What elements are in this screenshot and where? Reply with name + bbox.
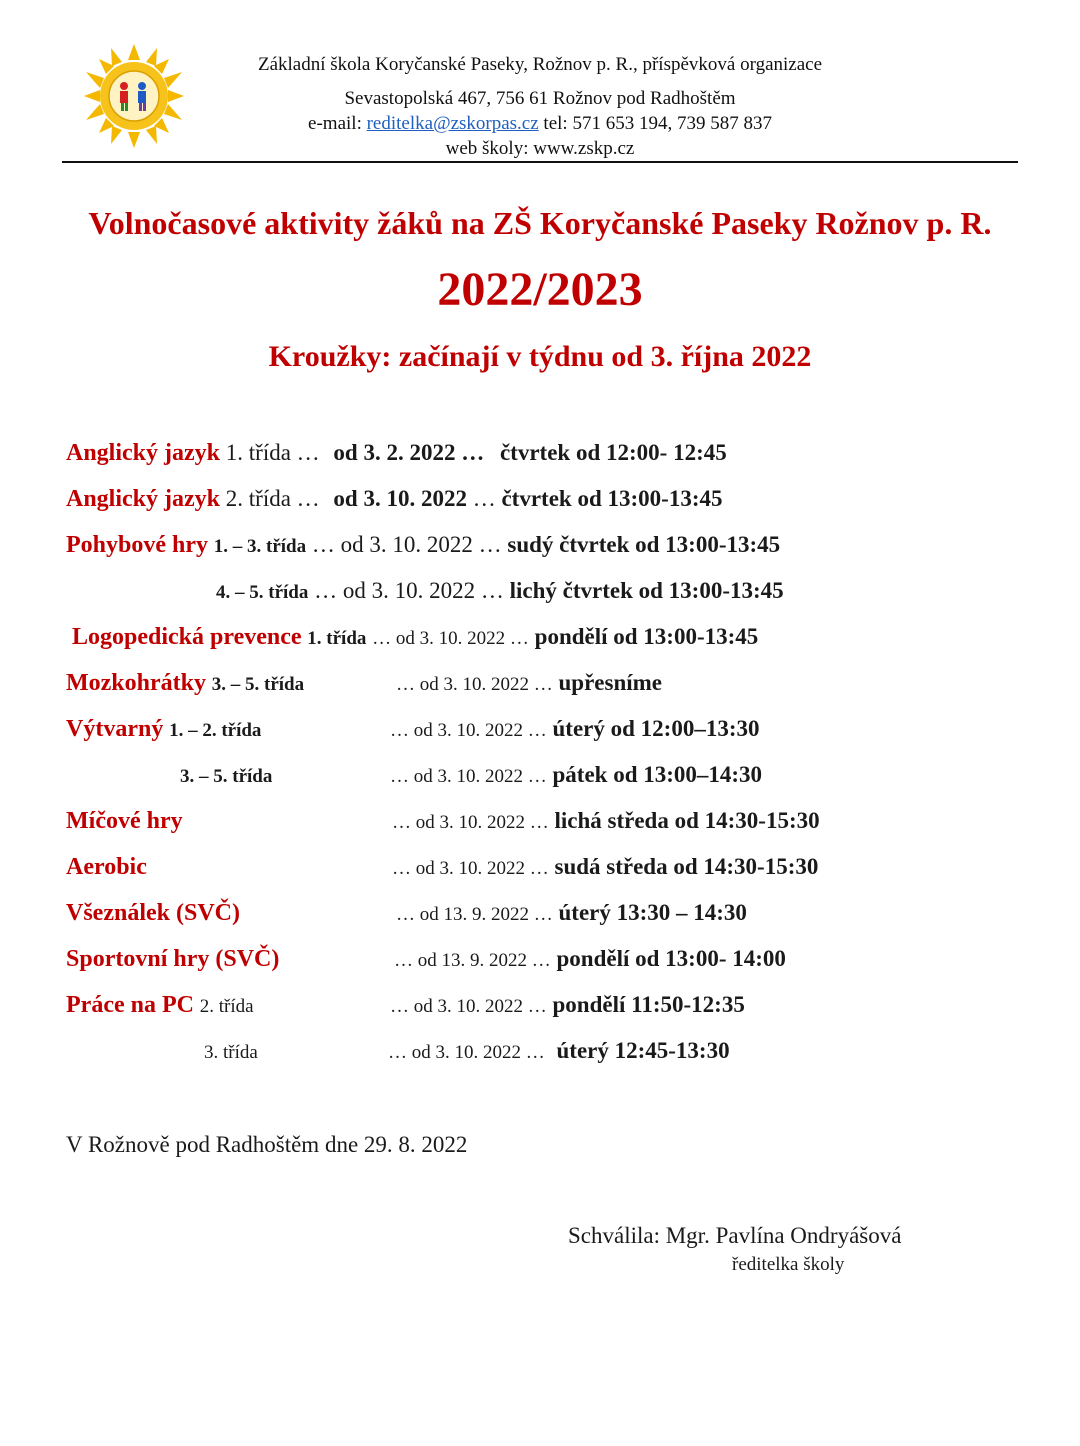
activity-name: Všeználek (SVČ) [66,900,240,926]
activity-time: sudá středa od 14:30-15:30 [554,854,819,879]
list-item [66,854,147,881]
activity-name: Aerobic [66,854,147,880]
approved-by: Schválila: Mgr. Pavlína Ondryášová [568,1223,902,1248]
list-item [66,992,254,1019]
list-item [204,1038,258,1064]
list-item [66,946,279,973]
list-item [66,716,261,743]
activity-time: úterý 13:30 – 14:30 [558,900,747,925]
list-item-details [394,946,786,972]
list-item-details [390,762,762,788]
activity-grade: 1. – 3. třída [213,536,307,557]
activity-time: pondělí od 13:00- 14:00 [556,946,786,971]
activity-time: pondělí 11:50-12:35 [552,992,745,1017]
activity-grade: 1. třída [307,628,367,649]
list-item [66,670,304,697]
activity-time: sudý čtvrtek od 13:00-13:45 [507,532,781,557]
list-item [72,624,758,651]
list-item [66,486,722,513]
page-title: Volnočasové aktivity žáků na ZŠ Koryčanské Paseky Rožnov p. R. [88,205,992,241]
activity-grade: 3. třída [204,1042,258,1063]
activity-time: lichá středa od 14:30-15:30 [554,808,820,833]
list-item-details [390,716,759,742]
school-address: Sevastopolská 467, 756 61 Rožnov pod Radhoštěm [344,88,736,109]
activity-start: … od 3. 10. 2022 … [396,674,553,695]
activity-time: čtvrtek od 12:00- 12:45 [499,440,727,465]
list-item [66,900,240,927]
school-web: web školy: www.zskp.cz [445,138,635,159]
activity-name: Práce na PC [66,992,194,1018]
activity-start: … od 3. 10. 2022 … [392,858,549,879]
activity-start: od 3. 2. 2022 … [333,440,485,465]
activity-start: … od 3. 10. 2022 … [390,996,547,1017]
school-name: Základní škola Koryčanské Paseky, Rožnov p. R., příspěvková organizace [257,54,823,75]
activity-start: … od 3. 10. 2022 … [314,578,504,603]
list-item-details [390,992,745,1018]
header-divider [62,161,1018,163]
activity-name: Pohybové hry [66,532,209,558]
email-label: e-mail: [308,113,362,134]
contact-line [0,113,1080,135]
activity-grade: 2. třída … [225,486,320,511]
list-item [216,578,784,604]
activity-time: pondělí od 13:00-13:45 [534,624,759,649]
activity-start: od 3. 10. 2022 [333,486,467,511]
activity-start: … od 13. 9. 2022 … [394,950,551,971]
list-item-details [396,670,662,696]
list-item-details [396,900,747,926]
list-item-details [392,854,818,880]
phone: tel: 571 653 194, 739 587 837 [543,113,772,134]
approver-role: ředitelka školy [732,1254,845,1275]
activity-grade: 3. – 5. třída [180,766,273,787]
email-link[interactable]: reditelka@zskorpas.cz [366,113,539,134]
activity-start: … od 3. 10. 2022 … [390,766,547,787]
activity-start: … od 3. 10. 2022 … [390,720,547,741]
activity-name: Sportovní hry (SVČ) [66,946,280,972]
place-date: V Rožnově pod Radhoštěm dne 29. 8. 2022 [66,1132,468,1157]
activity-time: úterý od 12:00–13:30 [552,716,760,741]
activity-time: čtvrtek od 13:00-13:45 [501,486,723,511]
activity-time: úterý 12:45-13:30 [556,1038,730,1063]
activity-time: lichý čtvrtek od 13:00-13:45 [509,578,784,603]
list-item-details [392,808,820,834]
school-year: 2022/2023 [437,263,643,316]
activity-start: … od 3. 10. 2022 … [311,532,502,557]
activity-name: Logopedická prevence [72,624,302,650]
activity-name: Anglický jazyk [66,440,221,466]
activity-grade: 4. – 5. třída [216,582,309,603]
activity-time: upřesníme [558,670,662,695]
separator: … [472,486,496,511]
activity-grade: 2. třída [199,996,254,1017]
start-note: Kroužky: začínají v týdnu od 3. října 2022 [268,340,812,373]
activity-name: Anglický jazyk [66,486,221,512]
activity-grade: 1. – 2. třída [169,720,262,741]
list-item-details [388,1038,730,1064]
activity-grade: 3. – 5. třída [211,674,305,695]
activity-name: Míčové hry [66,808,183,834]
activity-start: … od 3. 10. 2022 … [388,1042,545,1063]
activity-grade: 1. třída … [225,440,320,465]
activity-start: … od 3. 10. 2022 … [372,628,529,649]
list-item [66,808,183,835]
list-item [66,532,780,559]
activity-name: Mozkohrátky [66,670,206,696]
activity-start: … od 13. 9. 2022 … [396,904,553,925]
list-item [66,440,727,467]
activity-start: … od 3. 10. 2022 … [392,812,549,833]
activity-time: pátek od 13:00–14:30 [552,762,763,787]
activity-name: Výtvarný [66,716,164,742]
list-item [180,762,272,788]
